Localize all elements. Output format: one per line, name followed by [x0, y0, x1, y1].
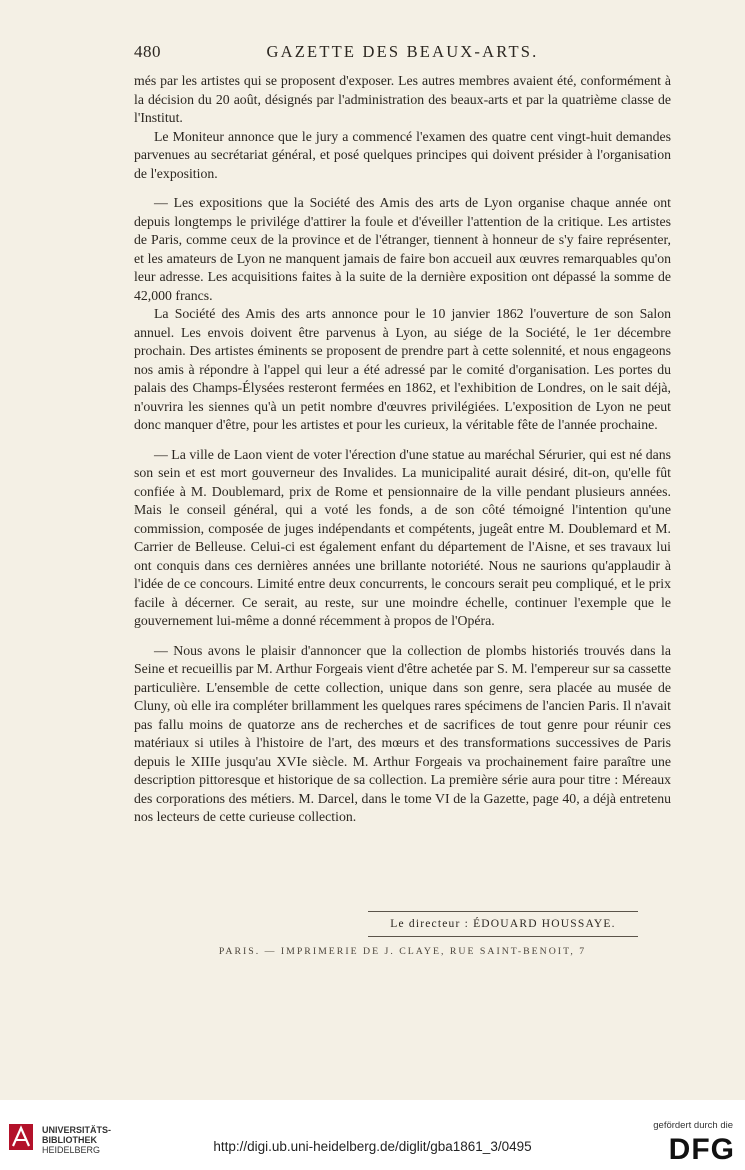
library-name-line: HEIDELBERG [42, 1145, 101, 1155]
funding-caption: gefördert durch die [653, 1120, 733, 1131]
paragraph: La Société des Amis des arts annonce pour le 10 janvier 1862 l'ouverture de son Salon annuel. Les envois doivent être parvenus à Lyon, au siége de la Société, le 1er décembre prochain. Des artistes éminents se proposent de prendre part à cette solennité, et nous engageons nos amis à répondre à l'appel qui leur a été adressé par le comité d'organisation. Les portes du palais des Champs-Élysées resteront fermées en 1862, et l'exhibition de Londres, on le sait déjà, n'ouvrira les siennes qu'à un petit nombre d'œuvres privilégiées. L'exposition de Lyon ne peut donc manquer d'être, pour les artistes et pour les curieux, la véritable fête de l'année prochaine. [134, 306, 671, 432]
paragraph: més par les artistes qui se proposent d'exposer. Les autres membres avaient été, conformément à la décision du 20 août, désignés par l'administration des beaux-arts et par la quatrième classe de l'Institut. [134, 73, 671, 125]
page-header [134, 42, 671, 64]
paragraph: — La ville de Laon vient de voter l'érection d'une statue au maréchal Sérurier, qui est né dans son sein et est mort gouverneur des Invalides. La municipalité aurait désiré, dit-on, qu'elle fût confiée à M. Doublemard, prix de Rome et pensionnaire de la ville pendant plusieurs années. Mais le conseil général, qui a voté les fonds, a de son côté témoigné l'intention qu'une commission, composée de juges indépendants et compétents, jugeât entre M. Doublemard et M. Carrier de Belleuse. Celui-ci est également enfant du département de l'Aisne, et ses travaux lui ont conquis dans ces dernières années une brillante notoriété. Nous ne saurions qu'applaudir à l'idée de ce concours. Limité entre deux concurrents, le concours serait peu compliqué, et le prix facile à décerner. Ce serait, au reste, sur une moindre échelle, continuer l'exemple que le gouvernement lui-même a donné récemment à propos de l'Opéra. [134, 446, 671, 628]
library-name-line: UNIVERSITÄTS- [42, 1125, 112, 1135]
article-body [134, 72, 671, 827]
paragraph: Le Moniteur annonce que le jury a commencé l'examen des quatre cent vingt-huit demandes parvenues au secrétariat général, et posé quelques principes qui doivent présider à l'organisation de l'exposition. [134, 128, 671, 181]
paragraph: — Les expositions que la Société des Amis des arts de Lyon organise chaque année ont depuis longtemps le privilége d'attirer la foule et d'éveiller l'attention de la critique. Les artistes de Paris, comme ceux de la province et de l'étranger, tiennent à honneur de s'y faire représenter, et les amateurs de Lyon ne manquent jamais de faire bon accueil aux œuvres remarquables qu'on leur adresse. Les acquisitions faites à la suite de la dernière exposition ont dépassé la somme de 42,000 francs. [134, 195, 671, 303]
director-signature: Le directeur : ÉDOUARD HOUSSAYE. [390, 918, 616, 930]
page-number: 480 [134, 42, 161, 61]
paragraph: — Nous avons le plaisir d'annoncer que la collection de plombs historiés trouvés dans la Seine et recueillis par M. Arthur Forgeais vient d'être achetée par S. M. l'empereur sur sa cassette particulière. L'ensemble de cette collection, unique dans son genre, sera placée au musée de Cluny, où elle ira compléter brillamment les quelques rares spécimens de l'ancien Paris. Il n'avait pas fallu moins de quatorze ans de recherches et de sacrifices de tout genre pour réunir ces matériaux si utiles à l'histoire de l'art, des mœurs et des transformations successives de Paris depuis le XIIIe jusqu'au XVIe siècle. M. Arthur Forgeais va prochainement faire paraître une description pittoresque et historique de sa collection. La première série aura pour titre : Méreaux des corporations des métiers. M. Darcel, dans le tome VI de la Gazette, page 40, a déjà entretenu nos lecteurs de cette curieuse collection. [134, 642, 671, 824]
signature-rule [368, 936, 638, 937]
printer-imprint: PARIS. — IMPRIMERIE DE J. CLAYE, RUE SAINT-BENOIT, 7 [218, 946, 587, 957]
library-name-line: BIBLIOTHEK [42, 1135, 97, 1145]
running-title: GAZETTE DES BEAUX-ARTS. [266, 42, 539, 61]
signature-rule [368, 911, 638, 912]
digitization-footer [0, 1100, 745, 1170]
permalink-url[interactable]: http://digi.ub.uni-heidelberg.de/diglit/gba1861_3/0495 [213, 1139, 532, 1154]
dfg-logo: DFG [668, 1133, 735, 1166]
